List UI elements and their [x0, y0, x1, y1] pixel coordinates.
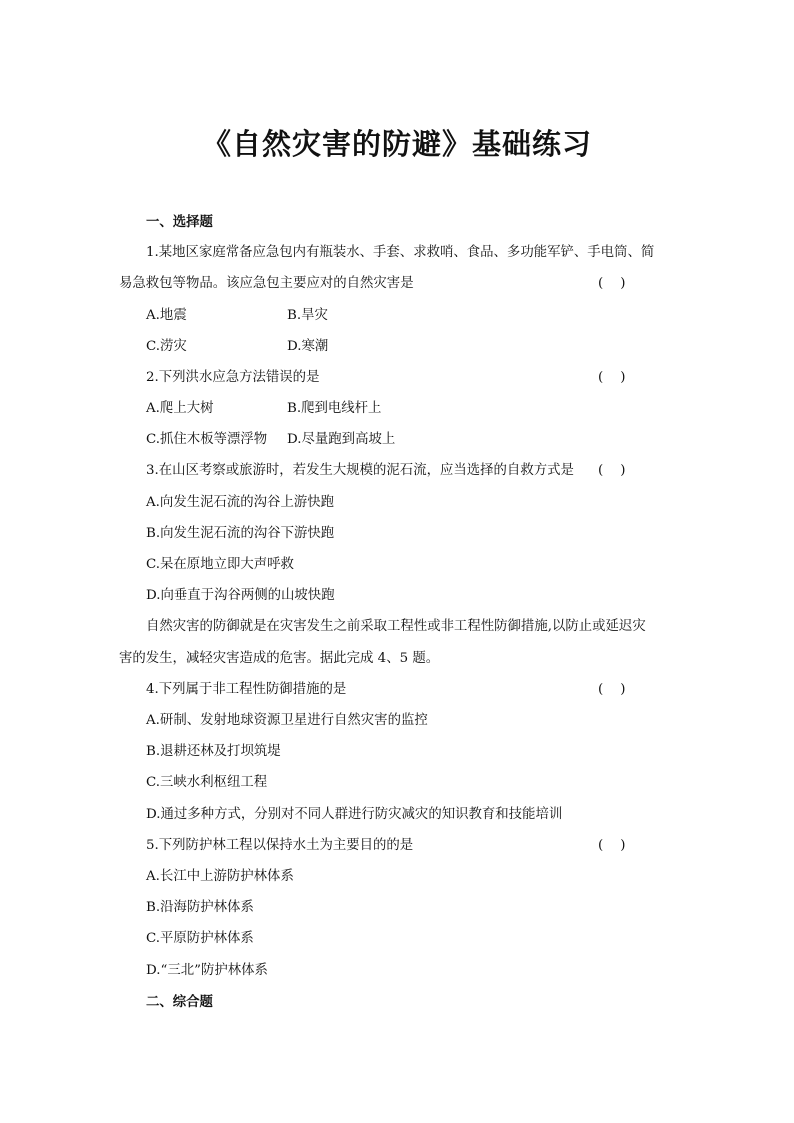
material-line2: 害的发生，减轻灾害造成的危害。据此完成 4、5 题。 [119, 651, 440, 666]
q1-stem-line1: 1.某地区家庭常备应急包内有瓶装水、手套、求救哨、食品、多功能军铲、手电筒、简 [146, 245, 655, 260]
q5-option-a: A.长江中上游防护林体系 [146, 869, 294, 884]
q5-answer-blank: ( ) [598, 838, 626, 853]
q2-option-a: A.爬上大树 [146, 401, 214, 416]
q3-option-b: B.向发生泥石流的沟谷下游快跑 [146, 526, 335, 541]
section-heading-comprehensive: 二、综合题 [146, 994, 213, 1010]
q4-stem: 4.下列属于非工程性防御措施的是 [146, 682, 347, 697]
q3-stem: 3.在山区考察或旅游时，若发生大规模的泥石流，应当选择的自救方式是 [146, 463, 574, 478]
q1-option-a: A.地震 [146, 308, 187, 323]
q1-option-c: C.涝灾 [146, 339, 187, 354]
q3-answer-blank: ( ) [598, 463, 626, 478]
q5-stem: 5.下列防护林工程以保持水土为主要目的的是 [146, 838, 414, 853]
q4-option-b: B.退耕还林及打坝筑堤 [146, 744, 281, 759]
q4-option-a: A.研制、发射地球资源卫星进行自然灾害的监控 [146, 713, 428, 728]
material-line1: 自然灾害的防御就是在灾害发生之前采取工程性或非工程性防御措施,以防止或延迟灾 [146, 619, 646, 634]
q5-option-b: B.沿海防护林体系 [146, 900, 254, 915]
section-heading-choice: 一、选择题 [146, 214, 213, 230]
q2-option-b: B.爬到电线杆上 [287, 401, 382, 416]
q1-option-b: B.旱灾 [287, 308, 328, 323]
q1-stem-line2: 易急救包等物品。该应急包主要应对的自然灾害是 [119, 276, 414, 291]
q2-option-c: C.抓住木板等漂浮物 [146, 432, 268, 447]
q5-option-d: D.“三北”防护林体系 [146, 963, 268, 978]
q2-option-d: D.尽量跑到高坡上 [287, 432, 396, 447]
q4-answer-blank: ( ) [598, 682, 626, 697]
q3-option-c: C.呆在原地立即大声呼救 [146, 557, 294, 572]
q3-option-d: D.向垂直于沟谷两侧的山坡快跑 [146, 588, 335, 603]
q3-option-a: A.向发生泥石流的沟谷上游快跑 [146, 495, 335, 510]
q5-option-c: C.平原防护林体系 [146, 931, 254, 946]
q2-stem: 2.下列洪水应急方法错误的是 [146, 370, 320, 385]
q4-option-d: D.通过多种方式，分别对不同人群进行防灾减灾的知识教育和技能培训 [146, 807, 563, 822]
page-title: 《自然灾害的防避》基础练习 [201, 127, 592, 161]
q1-option-d: D.寒潮 [287, 339, 329, 354]
q1-answer-blank: ( ) [598, 276, 626, 291]
q4-option-c: C.三峡水利枢纽工程 [146, 775, 268, 790]
q2-answer-blank: ( ) [598, 370, 626, 385]
